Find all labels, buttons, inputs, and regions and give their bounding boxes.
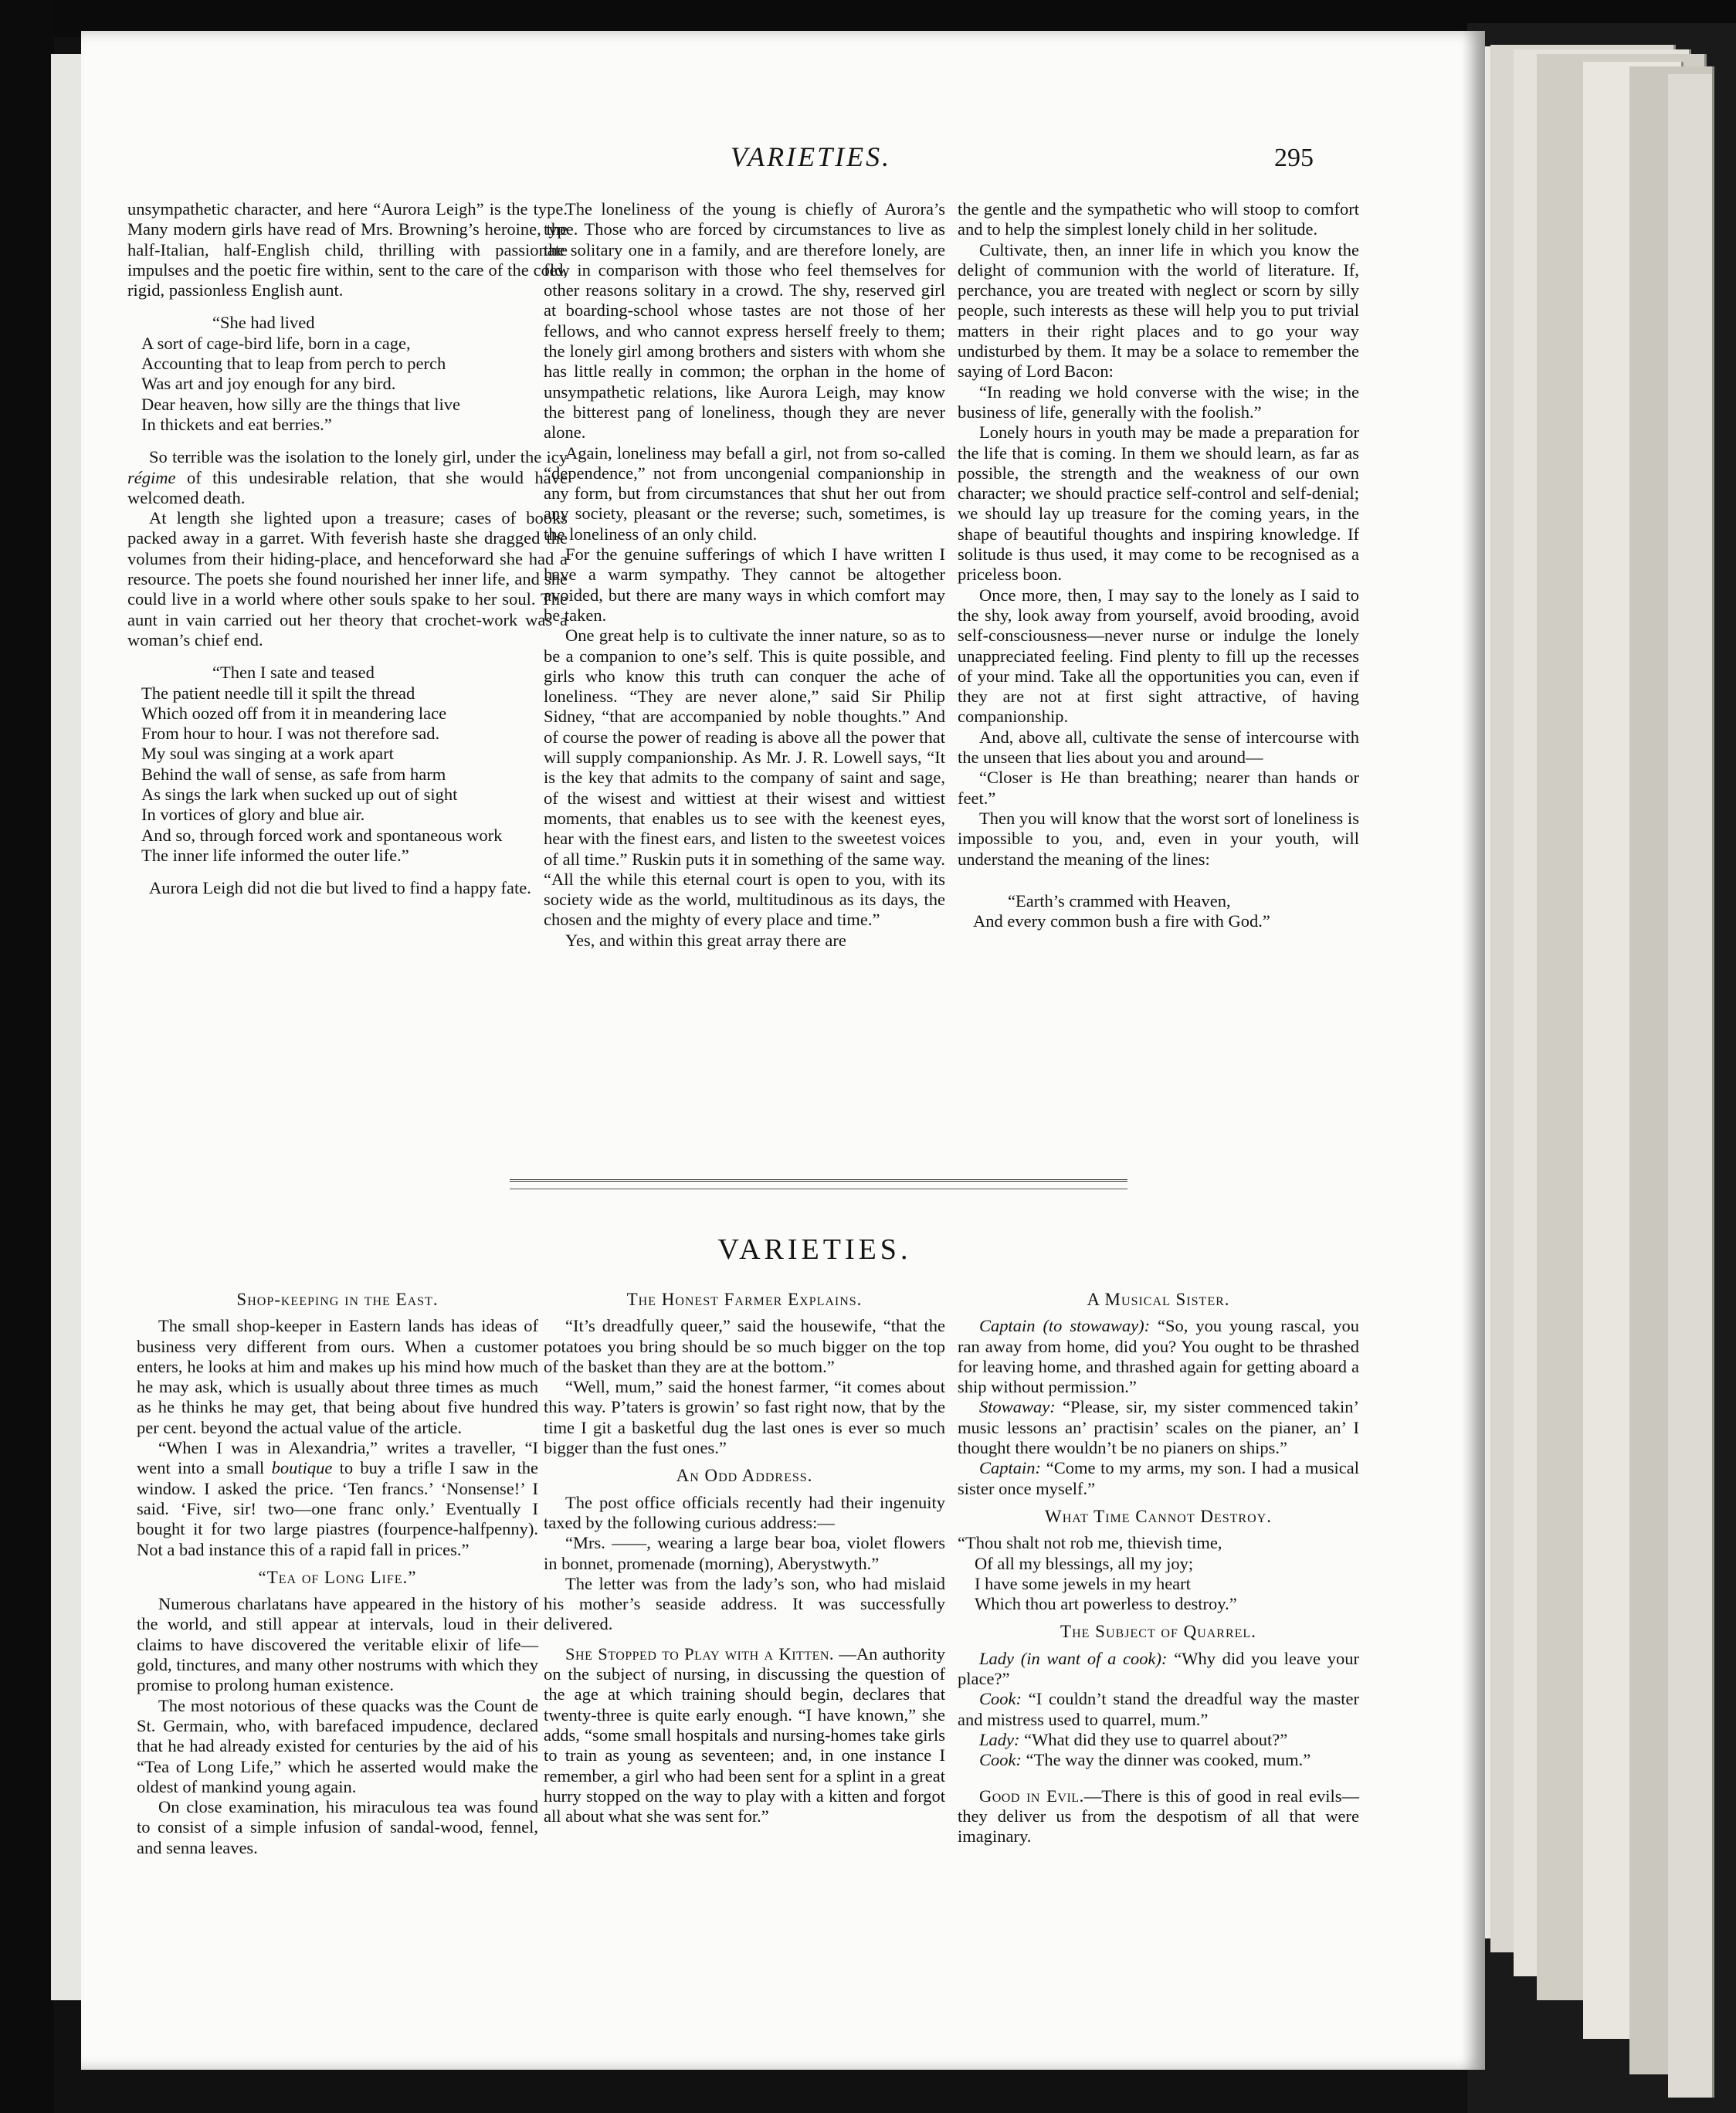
- paragraph: The loneliness of the young is chiefly of Aurora’s type. Those who are forced by circumstances to live as the solitary one in a family, and are therefore lonely, are few in comparison with those who feel themselves for other reasons solitary in a crowd. The shy, reserved girl at boarding-school whose tastes are not those of her fellows, and who cannot express herself freely to them; the lonely girl among brothers and sisters with whom she has little really in common; the orphan in the home of unsympathetic relations, like Aurora Leigh, may know the bitterest pang of loneliness, though they are never alone.: [544, 199, 945, 443]
- verse-quote: [958, 1533, 1359, 1614]
- item-heading: Shop-keeping in the East.: [236, 1290, 439, 1309]
- paragraph: One great help is to cultivate the inner nature, so as to be a companion to one’s self. This is quite possible, and girls who know this truth can conquer the ache of loneliness. “They are never alone,” said Sir Philip Sidney, “that are accompanied by noble thoughts.” And of course the power of reading is above all the power that will supply companionship. As Mr. J. R. Lowell says, “It is the key that admits to the company of saint and sage, of the wisest and wittiest at their wisest and wittiest moments, that enables us to see with the keenest eyes, hear with the finest ears, and listen to the sweetest voices of all time.” Ruskin puts it in something of the same way. “All the while this eternal court is open to you, with its society wide as the world, multitudinous as its days, the chosen and the mighty of every place and time.”: [544, 626, 945, 930]
- item-heading: A Musical Sister.: [1087, 1290, 1230, 1309]
- paragraph: So terrible was the isolation to the lonely girl, under the icy régime of this undesirable relation, that she would have welcomed death.: [127, 447, 568, 507]
- paragraph: She Stopped to Play with a Kitten. —An authority on the subject of nursing, in discussing the question of the age at which training should begin, declares that twenty-three is quite early enough. “I have known,” she adds, “some small hospitals and nursing-homes take girls to train as young as seventeen; and, in one instance I remember, a girl who had been sent for a splint in a great hurry stopped on the way to play with a kitten and forgot all about what she was sent for.”: [544, 1643, 946, 1826]
- item-heading: The Subject of Quarrel.: [1060, 1622, 1256, 1642]
- verse-line: And so, through forced work and spontaneous work: [141, 825, 503, 845]
- verse-line: I have some jewels in my heart: [975, 1573, 1191, 1593]
- verse-quote: [127, 663, 568, 866]
- dialogue-line: Captain: “Come to my arms, my son. I had a musical sister once myself.”: [958, 1458, 1359, 1498]
- running-header: VARIETIES.: [730, 141, 892, 172]
- varieties-column-1: [137, 1290, 538, 1858]
- verse-line: As sings the lark when sucked up out of sight: [141, 785, 458, 805]
- paragraph: “Closer is He than breathing; nearer than hands or feet.”: [958, 768, 1359, 808]
- paragraph: The post office officials recently had their ingenuity taxed by the following curious address:—: [544, 1492, 945, 1532]
- paragraph: The letter was from the lady’s son, who had mislaid his mother’s seaside address. It was successfully delivered.: [544, 1573, 945, 1634]
- verse-line: A sort of cage-bird life, born in a cage,: [141, 333, 411, 353]
- dialogue-line: Cook: “I couldn’t stand the dreadful way the master and mistress used to quarrel, mum.”: [958, 1689, 1359, 1729]
- verse-line: In vortices of glory and blue air.: [141, 805, 365, 825]
- verse-line: The inner life informed the outer life.”: [141, 845, 409, 865]
- item-heading: “Tea of Long Life.”: [258, 1567, 417, 1587]
- book-page: [81, 31, 1485, 2070]
- paragraph: Aurora Leigh did not die but lived to find a happy fate.: [149, 878, 531, 898]
- dialogue-line: Captain (to stowaway): “So, you young rascal, you ran away from home, did you? You ought to be thrashed for leaving home, and thrashed again for getting aboard a ship without permission.”: [958, 1316, 1359, 1397]
- paragraph: At length she lighted upon a treasure; cases of books packed away in a garret. With feverish haste she dragged the volumes from their hiding-place, and henceforward she had a resource. The poets she found nourished her inner life, and she could live in a world where other souls spake to her soul. The aunt in vain carried out her theory that crochet-work was a woman’s chief end.: [127, 508, 568, 650]
- verse-quote: [127, 313, 568, 435]
- paragraph: Good in Evil.—There is this of good in real evils—they deliver us from the despotism of all that were imaginary.: [958, 1786, 1359, 1847]
- facing-page-edge: [51, 54, 83, 2000]
- scan-left-border: [0, 0, 54, 2113]
- paragraph: For the genuine sufferings of which I have written I have a warm sympathy. They cannot be altogether avoided, but there are many ways in which comfort may be taken.: [544, 544, 945, 625]
- paragraph: Cultivate, then, an inner life in which you know the delight of communion with the world of literature. If, perchance, you are treated with neglect or scorn by silly people, such interests as these will help you to put trivial matters in their right places and to go your way undisturbed by them. It may be a solace to remember the saying of Lord Bacon:: [958, 239, 1359, 382]
- paragraph: On close examination, his miraculous tea was found to consist of a simple infusion of sandal-wood, fennel, and senna leaves.: [137, 1797, 538, 1857]
- article-column-3: [958, 199, 1359, 931]
- article-column-1: [127, 199, 568, 899]
- verse-line: Dear heaven, how silly are the things that live: [141, 394, 460, 414]
- dialogue-line: Lady (in want of a cook): “Why did you leave your place?”: [958, 1648, 1359, 1689]
- section-divider: [510, 1179, 1127, 1189]
- verse-quote: [973, 891, 1359, 932]
- item-heading: An Odd Address.: [676, 1466, 813, 1486]
- varieties-column-3: [958, 1290, 1359, 1847]
- verse-line: Which thou art powerless to destroy.”: [975, 1594, 1237, 1614]
- verse-line: Was art and joy enough for any bird.: [141, 374, 396, 394]
- paragraph: The small shop-keeper in Eastern lands has ideas of business very different from ours. When a customer enters, he looks at him and makes up his mind how much he may ask, which is usually about three times as much as he thinks he may get, that being about five hundred per cent. beyond the actual value of the article.: [137, 1316, 538, 1437]
- paragraph: “It’s dreadfully queer,” said the housewife, “that the potatoes you bring should be so much bigger on the top of the basket than they are at the bottom.”: [544, 1316, 945, 1376]
- paragraph: Once more, then, I may say to the lonely as I said to the shy, look away from yourself, avoid brooding, avoid self-consciousness—never nurse or indulge the lonely unappreciated feeling. Find plenty to fill up the recesses of your mind. Take all the opportunities you can, even if they are not at first sight attractive, of having companionship.: [958, 585, 1359, 727]
- paragraph: And, above all, cultivate the sense of intercourse with the unseen that lies about you and around—: [958, 727, 1359, 768]
- paragraph: Then you will know that the worst sort of loneliness is impossible to you, and, even in your youth, will understand the meaning of the lines:: [958, 808, 1359, 869]
- item-heading: The Honest Farmer Explains.: [626, 1290, 863, 1309]
- page-edge: [1668, 74, 1714, 2098]
- verse-line: “Thou shalt not rob me, thievish time,: [958, 1533, 1222, 1553]
- article-column-2: [544, 199, 945, 951]
- paragraph: Again, loneliness may befall a girl, not from so-called “dependence,” not from uncongenial companionship in any form, but from circumstances that shut her out from any society, pleasant or the reverse; such, sometimes, is the loneliness of an only child.: [544, 443, 945, 544]
- verse-line: The patient needle till it spilt the thread: [141, 683, 415, 703]
- verse-line: Of all my blessings, all my joy;: [975, 1553, 1194, 1573]
- paragraph: unsympathetic character, and here “Aurora Leigh” is the type. Many modern girls have read of Mrs. Browning’s heroine, the half-Italian, half-English child, thrilling with passionate impulses and the poetic fire within, sent to the care of the cold, rigid, passionless English aunt.: [127, 199, 568, 300]
- verse-line: “Then I sate and teased: [212, 663, 375, 683]
- dialogue-line: Lady: “What did they use to quarrel about?”: [979, 1729, 1288, 1749]
- paragraph: Numerous charlatans have appeared in the history of the world, and still appear at intervals, loud in their claims to have discovered the veritable elixir of life—gold, tinctures, and many other nostrums with which they promise to prolong human existence.: [137, 1594, 538, 1695]
- verse-line: Behind the wall of sense, as safe from harm: [141, 764, 446, 784]
- verse-line: From hour to hour. I was not therefore sad.: [141, 724, 440, 744]
- paragraph: the gentle and the sympathetic who will stoop to comfort and to help the simplest lonely child in her solitude.: [958, 199, 1359, 239]
- verse-line: My soul was singing at a work apart: [141, 744, 394, 764]
- verse-line: In thickets and eat berries.”: [141, 414, 332, 434]
- page-number: 295: [1274, 144, 1314, 172]
- paragraph: “When I was in Alexandria,” writes a traveller, “I went into a small boutique to buy a trifle I saw in the window. I asked the price. ‘Ten francs.’ ‘Nonsense!’ I said. ‘Five, sir! two—one franc only.’ Eventually I bought it for two large piastres (fourpence-halfpenny). Not a bad instance this of a rapid fall in prices.”: [137, 1438, 538, 1559]
- verse-line: “Earth’s crammed with Heaven,: [1008, 890, 1231, 911]
- item-heading: What Time Cannot Destroy.: [1045, 1506, 1272, 1526]
- verse-line: And every common bush a fire with God.”: [973, 911, 1270, 931]
- paragraph: “Mrs. ——, wearing a large bear boa, violet flowers in bonnet, promenade (morning), Aberystwyth.”: [544, 1533, 945, 1573]
- verse-line: “She had lived: [212, 313, 315, 333]
- paragraph: Lonely hours in youth may be made a preparation for the life that is coming. In them we should learn, as far as possible, the strength and the weakness of our own character; we should practice self-control and self-denial; we should lay up treasure for the coming years, in the shape of beautiful thoughts and inspiring knowledge. If solitude is thus used, it may come to be recognised as a priceless boon.: [958, 422, 1359, 585]
- varieties-column-2: [544, 1290, 945, 1826]
- verse-line: Which oozed off from it in meandering lace: [141, 703, 447, 723]
- paragraph: “In reading we hold converse with the wise; in the business of life, generally with the foolish.”: [958, 382, 1359, 422]
- paragraph: Yes, and within this great array there are: [565, 930, 846, 950]
- verse-line: Accounting that to leap from perch to perch: [141, 354, 446, 374]
- dialogue-line: Stowaway: “Please, sir, my sister commenced takin’ music lessons an’ practisin’ scales on the pianer, an’ I thought there wouldn’t be no pianers on ships.”: [958, 1397, 1359, 1458]
- section-title: VARIETIES.: [717, 1233, 912, 1266]
- paragraph: The most notorious of these quacks was the Count de St. Germain, who, with barefaced impudence, declared that he had already existed for centuries by the aid of his “Tea of Long Life,” which he asserted would make the oldest of mankind young again.: [137, 1695, 538, 1796]
- paragraph: “Well, mum,” said the honest farmer, “it comes about this way. P’taters is growin’ so fast right now, that by the time I git a basketful dug the last ones is ever so much bigger than the fust ones.”: [544, 1377, 945, 1458]
- dialogue-line: Cook: “The way the dinner was cooked, mum.”: [979, 1750, 1311, 1770]
